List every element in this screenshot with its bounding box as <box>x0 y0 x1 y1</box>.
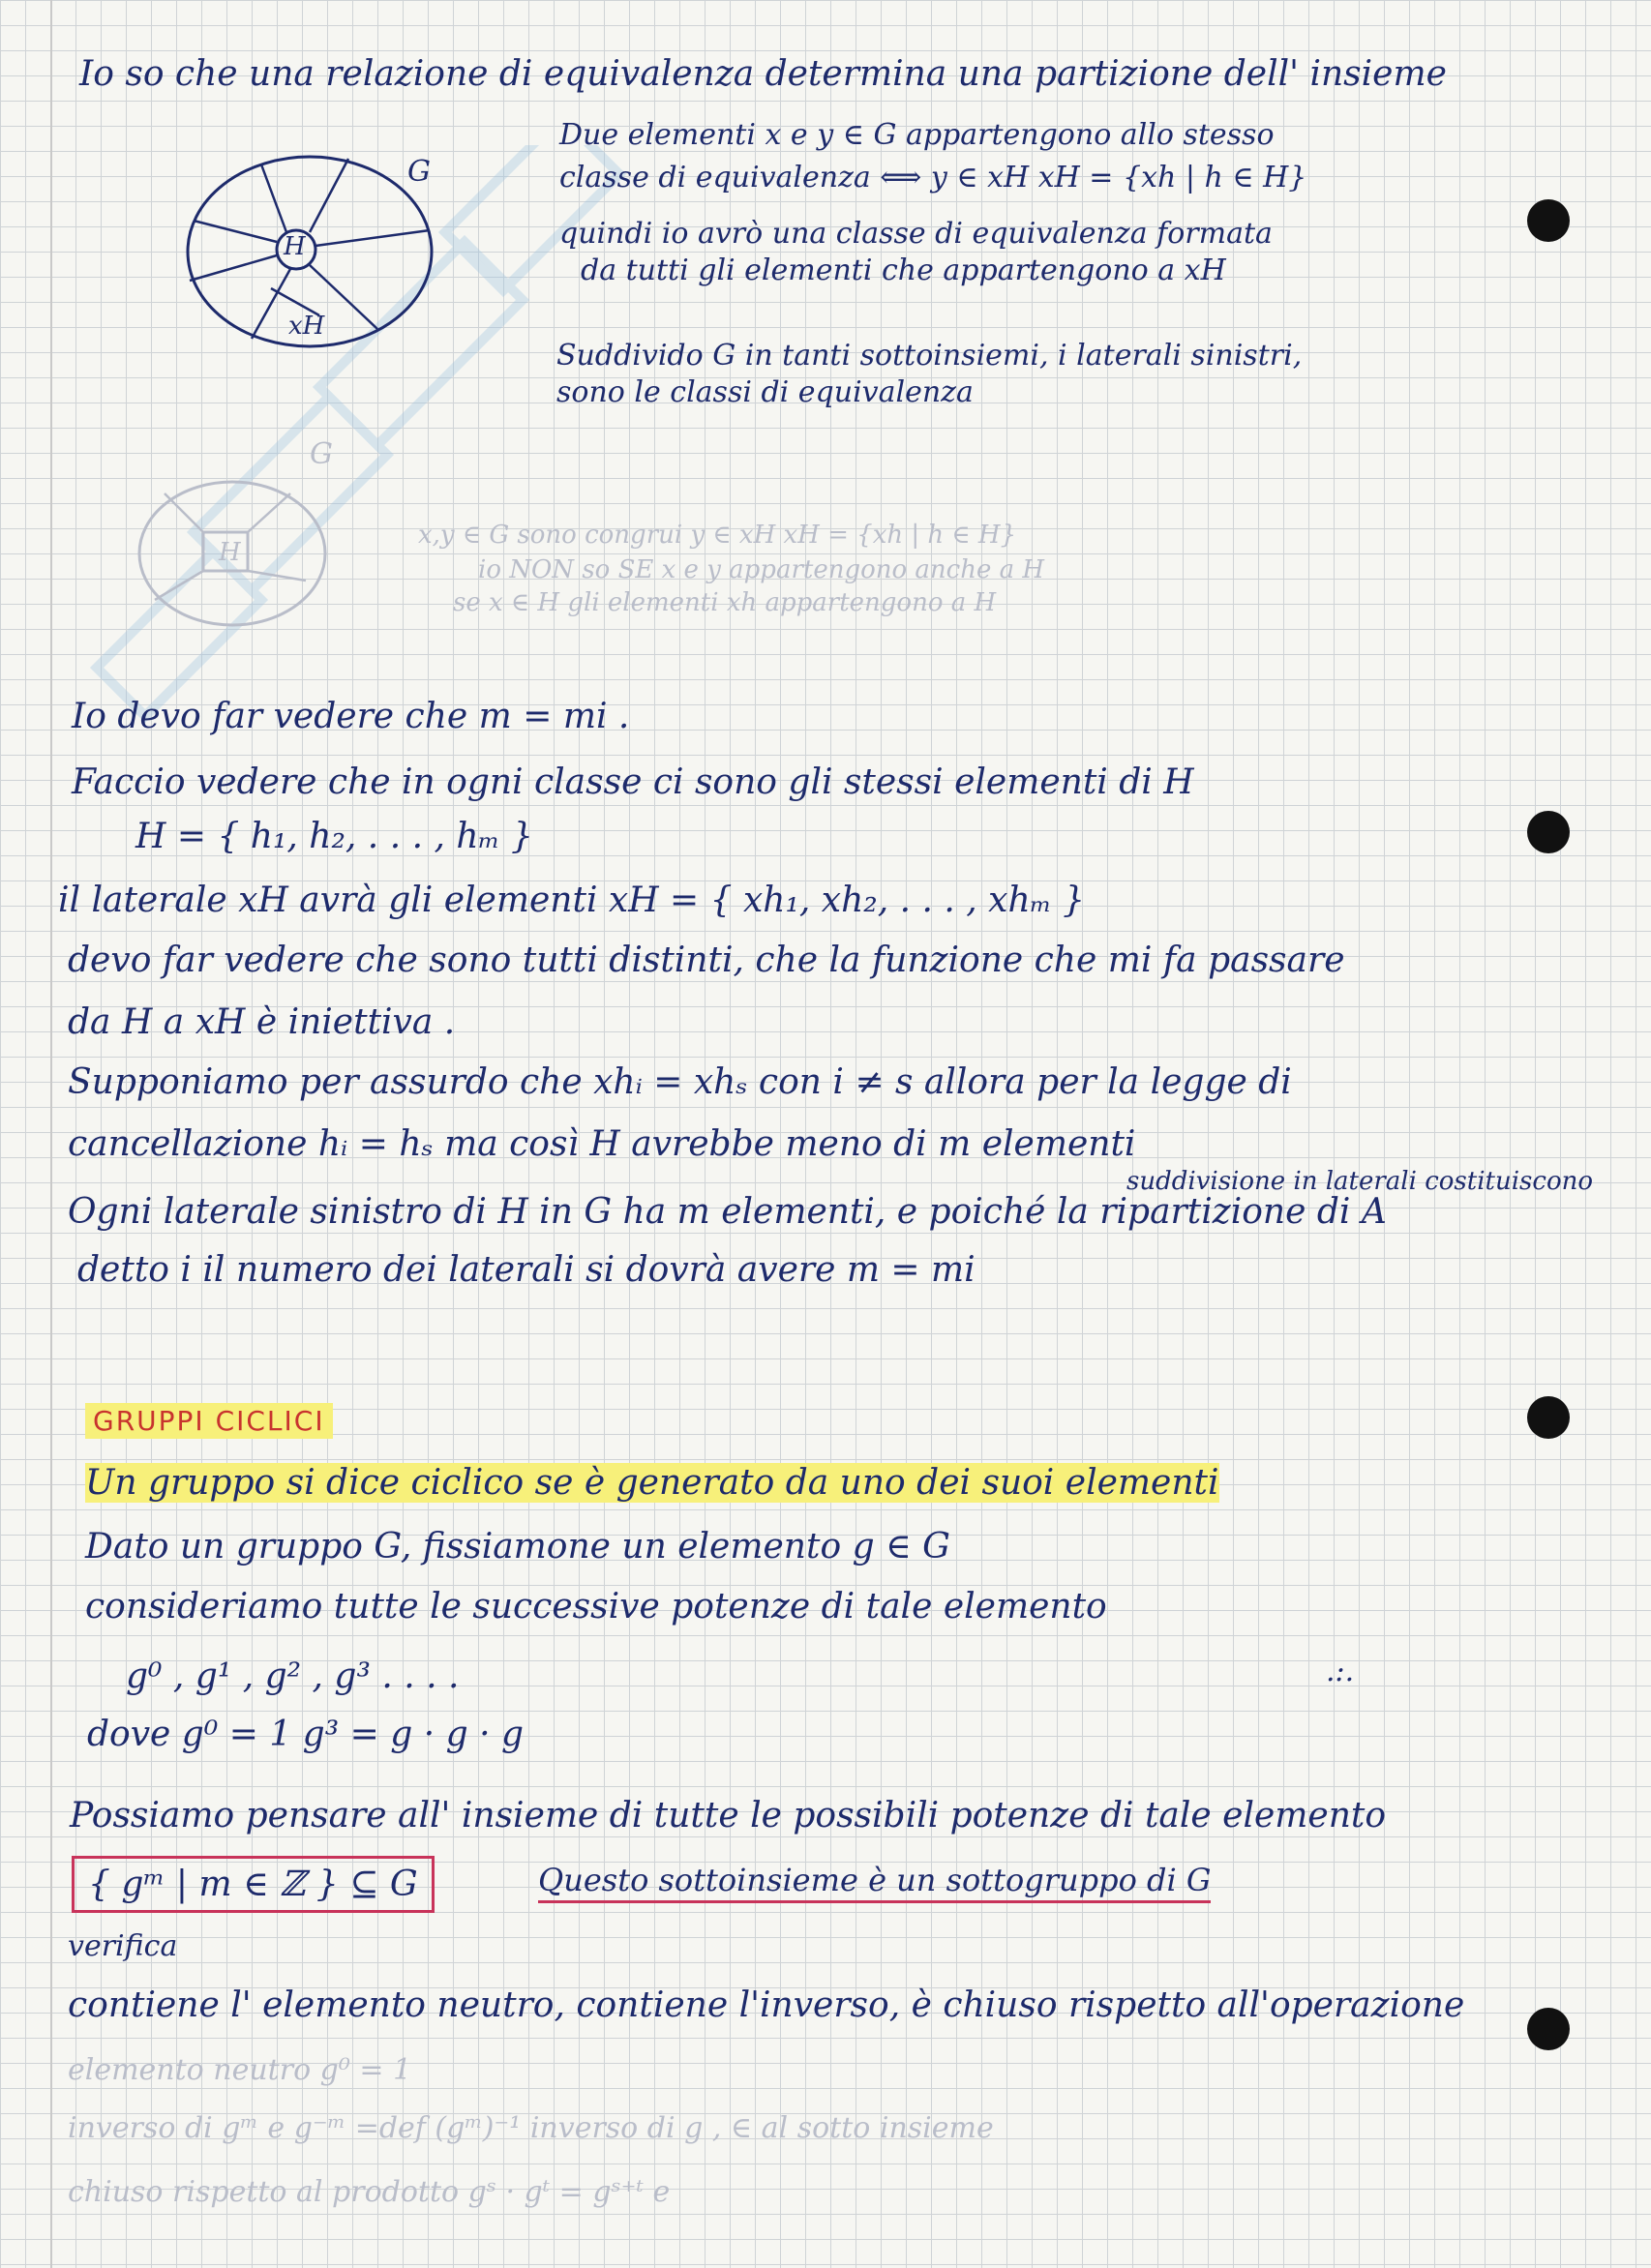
note-line: devo far vedere che sono tutti distinti, che la funzione che mi fa passare <box>68 940 1345 980</box>
note-line: il laterale xH avrà gli elementi xH = { xh₁, xh₂, . . . , xhₘ } <box>58 880 1086 920</box>
note-line: Possiamo pensare all' insieme di tutte le possibili potenze di tale elemento <box>70 1796 1387 1835</box>
note-line: sono le classi di equivalenza <box>556 375 974 409</box>
faint-line: chiuso rispetto al prodotto gˢ · gᵗ = gˢ⁺ᵗ e <box>68 2175 671 2209</box>
faint-line: elemento neutro g⁰ = 1 <box>68 2053 412 2087</box>
boxed-set: { gᵐ | m ∈ ℤ } ⊆ G <box>72 1856 435 1913</box>
note-line: H = { h₁, h₂, . . . , hₘ } <box>135 817 533 856</box>
punch-hole <box>1527 199 1570 242</box>
note-line: quindi io avrò una classe di equivalenza formata <box>559 217 1273 251</box>
note-line: Supponiamo per assurdo che xhᵢ = xhₛ con i ≠ s allora per la legge di <box>68 1062 1292 1102</box>
faint-label-h: H <box>219 538 241 567</box>
note-line: g⁰ , g¹ , g² , g³ . . . . <box>126 1656 460 1696</box>
note-line: da tutti gli elementi che appartengono a xH <box>581 254 1226 287</box>
punch-hole <box>1527 1396 1570 1439</box>
note-line: da H a xH è iniettiva . <box>68 1002 456 1042</box>
note-line <box>85 1463 1219 1503</box>
note-line: Io so che una relazione di equivalenza determina una partizione dell' insieme <box>79 54 1447 94</box>
note-line: detto i il numero dei laterali si dovrà avere m = mi <box>77 1250 976 1290</box>
section-heading: GRUPPI CICLICI <box>85 1403 333 1439</box>
diagram-label-xh: xH <box>288 312 325 341</box>
note-line: classe di equivalenza ⟺ y ∈ xH xH = {xh | h ∈ H} <box>559 161 1307 194</box>
note-line: Suddivido G in tanti sottoinsiemi, i laterali sinistri, <box>556 339 1303 373</box>
note-line: Due elementi x e y ∈ G appartengono allo stesso <box>559 118 1275 152</box>
punch-hole <box>1527 2008 1570 2050</box>
note-line: Ogni laterale sinistro di H in G ha m elementi, e poiché la ripartizione di A <box>68 1192 1387 1232</box>
note-line: Faccio vedere che in ogni classe ci sono gli stessi elementi di H <box>72 762 1194 802</box>
note-line: consideriamo tutte le successive potenze di tale elemento <box>85 1587 1107 1626</box>
note-line: dove g⁰ = 1 g³ = g · g · g <box>87 1715 525 1754</box>
note-line: cancellazione hᵢ = hₛ ma così H avrebbe meno di m elementi <box>68 1124 1136 1164</box>
note-line: Dato un gruppo G, fissiamone un elemento g ∈ G <box>85 1527 950 1567</box>
faint-line: x,y ∈ G sono congrui y ∈ xH xH = {xh | h ∈ H} <box>418 521 1017 550</box>
page-left-edge <box>50 0 52 2268</box>
note-line: verifica <box>68 1929 178 1963</box>
faint-line: se x ∈ H gli elementi xh appartengono a H <box>453 588 997 617</box>
note-line: contiene l' elemento neutro, contiene l'inverso, è chiuso rispetto all'operazione <box>68 1985 1465 2025</box>
highlighted-definition: Un gruppo si dice ciclico se è generato da uno dei suoi elementi <box>85 1463 1219 1503</box>
diagram-label-g: G <box>407 155 431 189</box>
note-superscript: suddivisione in laterali costituiscono <box>1126 1167 1593 1196</box>
note-line: Io devo far vedere che m = mi . <box>72 697 630 736</box>
faint-line: io NON so SE x e y appartengono anche a H <box>478 555 1045 584</box>
note-dots: .:. <box>1326 1655 1355 1688</box>
faint-label-g: G <box>310 437 333 471</box>
punch-hole <box>1527 811 1570 853</box>
faint-line: inverso di gᵐ e g⁻ᵐ =def (gᵐ)⁻¹ inverso di g , ∈ al sotto insieme <box>68 2111 994 2145</box>
underlined-claim: Questo sottoinsieme è un sottogruppo di G <box>538 1862 1211 1903</box>
diagram-label-h: H <box>284 232 306 261</box>
